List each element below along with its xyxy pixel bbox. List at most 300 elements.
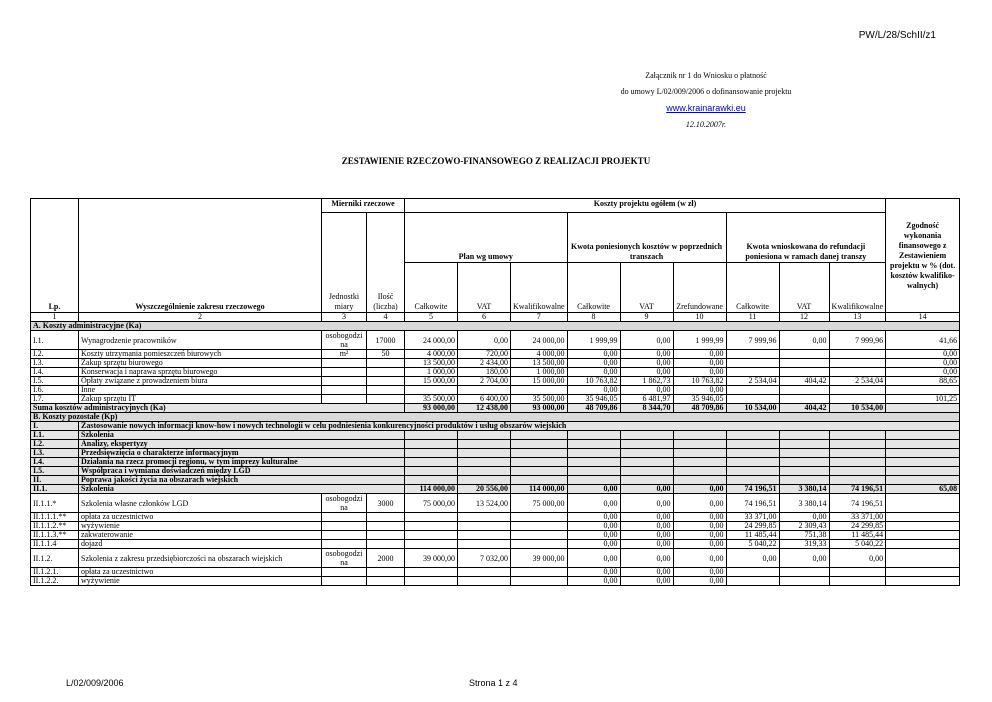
row-quantity: 3000	[367, 494, 405, 513]
row-quantity: 2000	[367, 549, 405, 568]
row-value-c11	[726, 350, 779, 359]
row-value-c8: 0,00	[567, 522, 620, 531]
row-value-c11: 7 999,96	[726, 331, 779, 350]
row-lp: II.1.1.4	[31, 540, 79, 549]
row-value-c10: 0,00	[673, 494, 726, 513]
header-zgodnosc: Zgodność wykonania finansowego z Zestawieniem projektu w % (dot. kosztów kwalifiko-walnych)	[886, 199, 960, 313]
section-title: A. Koszty administracyjne (Ka)	[31, 322, 960, 331]
column-numbers-row	[31, 313, 960, 322]
row-value-c13: 24 299,85	[829, 522, 886, 531]
empty-cell	[886, 458, 960, 467]
empty-cell	[726, 440, 779, 449]
row-quantity: 50	[367, 350, 405, 359]
header-kwalifikowalne-7: Kwalifikowalne	[511, 263, 568, 313]
sum-value-c6: 12 438,00	[458, 404, 511, 413]
empty-cell	[726, 476, 779, 485]
column-number: 13	[829, 313, 886, 322]
row-value-c12: 2 309,43	[779, 522, 829, 531]
row-value-c7	[511, 522, 568, 531]
column-number: 9	[620, 313, 673, 322]
row-value-c9: 0,00	[620, 331, 673, 350]
empty-cell	[405, 449, 458, 458]
row-value-c7	[511, 513, 568, 522]
row-value-c14: 101,25	[886, 395, 960, 404]
row-value-c6	[458, 531, 511, 540]
column-number: 8	[567, 313, 620, 322]
row-value-c9: 0,00	[620, 494, 673, 513]
category-lp: I.1.	[31, 431, 79, 440]
row-value-c5: 1 000,00	[405, 368, 458, 377]
row-value-c5: 24 000,00	[405, 331, 458, 350]
row-lp: II.1.1.3.**	[31, 531, 79, 540]
empty-cell	[779, 458, 829, 467]
row-value-c13: 11 485,44	[829, 531, 886, 540]
row-value-c7	[511, 577, 568, 586]
row-value-c11	[726, 368, 779, 377]
category-lp: I.3.	[31, 449, 79, 458]
row-value-c9: 1 862,73	[620, 377, 673, 386]
column-number: 5	[405, 313, 458, 322]
category-row	[31, 458, 960, 467]
sum-value-c13: 10 534,00	[829, 404, 886, 413]
row-value-c6: 6 400,00	[458, 395, 511, 404]
sum-value-c10: 48 709,86	[673, 404, 726, 413]
row-quantity	[367, 377, 405, 386]
row-lp: II.1.2.2.	[31, 577, 79, 586]
empty-cell	[405, 440, 458, 449]
row-value-c12	[779, 386, 829, 395]
empty-cell	[829, 440, 886, 449]
row-value-c11: 11 485,44	[726, 531, 779, 540]
row-unit	[322, 531, 367, 540]
row-value-c14	[886, 513, 960, 522]
empty-cell	[673, 449, 726, 458]
row-value-c13: 0,00	[829, 549, 886, 568]
row-value-c12	[779, 577, 829, 586]
row-value-c10: 0,00	[673, 540, 726, 549]
row-value-c6	[458, 522, 511, 531]
row-unit	[322, 359, 367, 368]
row-value-c13	[829, 350, 886, 359]
table-row	[31, 577, 960, 586]
empty-cell	[567, 431, 620, 440]
row-name: Inne	[79, 386, 322, 395]
empty-cell	[779, 467, 829, 476]
row-value-c7	[511, 540, 568, 549]
table-body	[31, 313, 960, 586]
table-row	[31, 368, 960, 377]
row-value-c14: 0,00	[886, 350, 960, 359]
row-name: zakwaterowanie	[79, 531, 322, 540]
row-value-c9: 0,00	[620, 359, 673, 368]
header-wnioskowana: Kwota wnioskowana do refundacji poniesiona w ramach danej transzy	[726, 213, 886, 263]
row-value-c10: 0,00	[673, 359, 726, 368]
empty-cell	[405, 467, 458, 476]
row-name: wyżywienie	[79, 522, 322, 531]
row-value-c12: 0,00	[779, 331, 829, 350]
row-quantity	[367, 395, 405, 404]
row-value-c6	[458, 577, 511, 586]
row-value-c8: 0,00	[567, 494, 620, 513]
sum-value-c12: 404,42	[779, 404, 829, 413]
row-value-c5: 15 000,00	[405, 377, 458, 386]
category-row	[31, 422, 960, 431]
row-value-c5	[405, 513, 458, 522]
column-number: 3	[322, 313, 367, 322]
empty-cell	[620, 449, 673, 458]
row-value-c7: 13 500,00	[511, 359, 568, 368]
row-name: Opłaty związane z prowadzeniem biura	[79, 377, 322, 386]
row-unit	[322, 568, 367, 577]
table-row	[31, 331, 960, 350]
row-value-c9: 6 481,97	[620, 395, 673, 404]
empty-cell	[886, 431, 960, 440]
category-value-c8: 0,00	[567, 485, 620, 494]
row-unit	[322, 395, 367, 404]
row-value-c9: 0,00	[620, 568, 673, 577]
header-jednostki: Jednostki miary	[322, 213, 367, 313]
empty-cell	[779, 449, 829, 458]
empty-cell	[886, 467, 960, 476]
table-row	[31, 359, 960, 368]
row-value-c9: 0,00	[620, 577, 673, 586]
empty-cell	[458, 431, 511, 440]
row-value-c14	[886, 549, 960, 568]
category-lp: I.5.	[31, 467, 79, 476]
row-value-c9: 0,00	[620, 549, 673, 568]
row-value-c10: 0,00	[673, 568, 726, 577]
row-value-c7: 24 000,00	[511, 331, 568, 350]
row-value-c11: 33 371,00	[726, 513, 779, 522]
column-number: 1	[31, 313, 79, 322]
row-value-c5: 75 000,00	[405, 494, 458, 513]
row-lp: II.1.2.1.	[31, 568, 79, 577]
empty-cell	[511, 431, 568, 440]
sum-value-c7: 93 000,00	[511, 404, 568, 413]
empty-cell	[829, 458, 886, 467]
header-vat-6: VAT	[458, 263, 511, 313]
category-name: Szkolenia	[79, 485, 405, 494]
row-value-c10: 0,00	[673, 513, 726, 522]
row-value-c14: 0,00	[886, 359, 960, 368]
header-poprzednie: Kwota poniesionych kosztów w poprzednich transzach	[567, 213, 726, 263]
empty-cell	[511, 440, 568, 449]
column-number: 14	[886, 313, 960, 322]
document-date: 12.10.2007r.	[685, 120, 727, 129]
row-value-c6	[458, 386, 511, 395]
empty-cell	[829, 449, 886, 458]
row-value-c13: 7 999,96	[829, 331, 886, 350]
header-koszty: Koszty projektu ogółem (w zł)	[405, 199, 886, 213]
row-value-c12	[779, 350, 829, 359]
row-lp: I.5.	[31, 377, 79, 386]
row-value-c7: 15 000,00	[511, 377, 568, 386]
empty-cell	[620, 458, 673, 467]
category-value-c13: 74 196,51	[829, 485, 886, 494]
row-value-c7: 75 000,00	[511, 494, 568, 513]
header-zakres: Wyszczególnienie zakresu rzeczowego	[79, 199, 322, 313]
row-value-c11	[726, 568, 779, 577]
category-value-c14: 65,08	[886, 485, 960, 494]
row-name: Koszty utrzymania pomieszczeń biurowych	[79, 350, 322, 359]
empty-cell	[829, 476, 886, 485]
row-lp: II.1.1.*	[31, 494, 79, 513]
row-value-c6: 7 032,00	[458, 549, 511, 568]
empty-cell	[405, 476, 458, 485]
row-value-c5	[405, 577, 458, 586]
row-value-c13	[829, 368, 886, 377]
column-number: 6	[458, 313, 511, 322]
empty-cell	[567, 467, 620, 476]
row-value-c11: 5 040,22	[726, 540, 779, 549]
empty-cell	[673, 440, 726, 449]
row-value-c11: 0,00	[726, 549, 779, 568]
row-name: Zakup sprzętu IT	[79, 395, 322, 404]
row-value-c5: 35 500,00	[405, 395, 458, 404]
row-value-c5: 39 000,00	[405, 549, 458, 568]
category-lp: I.4.	[31, 458, 79, 467]
row-value-c10: 35 946,05	[673, 395, 726, 404]
table-row	[31, 494, 960, 513]
category-lp: I.2.	[31, 440, 79, 449]
row-quantity	[367, 531, 405, 540]
category-value-c12: 3 380,14	[779, 485, 829, 494]
category-value-c10: 0,00	[673, 485, 726, 494]
row-value-c12: 751,38	[779, 531, 829, 540]
empty-cell	[726, 467, 779, 476]
row-value-c11: 74 196,51	[726, 494, 779, 513]
row-quantity	[367, 359, 405, 368]
row-value-c12: 0,00	[779, 513, 829, 522]
row-unit	[322, 386, 367, 395]
column-number: 4	[367, 313, 405, 322]
category-value-c9: 0,00	[620, 485, 673, 494]
row-quantity	[367, 522, 405, 531]
row-value-c9: 0,00	[620, 540, 673, 549]
table-row	[31, 386, 960, 395]
row-value-c6	[458, 540, 511, 549]
row-value-c5	[405, 522, 458, 531]
row-value-c13: 74 196,51	[829, 494, 886, 513]
row-value-c6	[458, 513, 511, 522]
row-name: Wynagrodzenie pracowników	[79, 331, 322, 350]
empty-cell	[829, 431, 886, 440]
row-lp: I.4.	[31, 368, 79, 377]
row-lp: I.3.	[31, 359, 79, 368]
empty-cell	[726, 449, 779, 458]
empty-cell	[886, 476, 960, 485]
empty-cell	[458, 476, 511, 485]
header-vat-12: VAT	[779, 263, 829, 313]
header-calkowite-8: Całkowite	[567, 263, 620, 313]
row-name: Konserwacja i naprawa sprzętu biurowego	[79, 368, 322, 377]
row-value-c14	[886, 577, 960, 586]
table-row	[31, 395, 960, 404]
section-row	[31, 413, 960, 422]
empty-cell	[779, 476, 829, 485]
category-value-c5: 114 000,00	[405, 485, 458, 494]
row-value-c7	[511, 531, 568, 540]
row-value-c9: 0,00	[620, 522, 673, 531]
row-unit	[322, 540, 367, 549]
row-value-c9: 0,00	[620, 350, 673, 359]
row-quantity: 17000	[367, 331, 405, 350]
row-value-c8: 0,00	[567, 531, 620, 540]
row-value-c8: 0,00	[567, 513, 620, 522]
row-value-c14: 88,65	[886, 377, 960, 386]
row-name: Szkolenia własne członków LGD	[79, 494, 322, 513]
row-value-c7: 1 000,00	[511, 368, 568, 377]
category-row	[31, 476, 960, 485]
category-lp: I.	[31, 422, 79, 431]
row-value-c13	[829, 568, 886, 577]
row-name: opłata za uczestnictwo	[79, 513, 322, 522]
row-value-c8: 0,00	[567, 350, 620, 359]
row-value-c14	[886, 531, 960, 540]
row-unit: osobogodzina	[322, 549, 367, 568]
document-title: ZESTAWIENIE RZECZOWO-FINANSOWEGO Z REALIZACJI PROJEKTU	[341, 156, 651, 166]
empty-cell	[673, 458, 726, 467]
empty-cell	[829, 467, 886, 476]
row-value-c12: 0,00	[779, 549, 829, 568]
category-name: Analizy, ekspertyzy	[79, 440, 405, 449]
row-value-c14: 41,66	[886, 331, 960, 350]
category-name: Szkolenia	[79, 431, 405, 440]
header-zrefundowane-10: Zrefundowane	[673, 263, 726, 313]
category-name: Działania na rzecz promocji regionu, w tym imprezy kulturalne	[79, 458, 405, 467]
row-value-c8: 0,00	[567, 577, 620, 586]
row-value-c10: 0,00	[673, 549, 726, 568]
row-value-c6	[458, 568, 511, 577]
row-lp: II.1.2.	[31, 549, 79, 568]
row-value-c6: 2 434,00	[458, 359, 511, 368]
row-value-c6: 180,00	[458, 368, 511, 377]
row-quantity	[367, 368, 405, 377]
column-number: 10	[673, 313, 726, 322]
category-value-c11: 74 196,51	[726, 485, 779, 494]
row-value-c7	[511, 386, 568, 395]
empty-cell	[886, 449, 960, 458]
row-value-c7	[511, 568, 568, 577]
empty-cell	[886, 404, 960, 413]
row-unit	[322, 513, 367, 522]
sum-label: Suma kosztów administracyjnych (Ka)	[31, 404, 405, 413]
category-row	[31, 440, 960, 449]
row-value-c5: 4 000,00	[405, 350, 458, 359]
row-quantity	[367, 386, 405, 395]
empty-cell	[567, 458, 620, 467]
empty-cell	[620, 440, 673, 449]
empty-cell	[405, 431, 458, 440]
column-number: 11	[726, 313, 779, 322]
sum-row	[31, 404, 960, 413]
row-value-c8: 0,00	[567, 549, 620, 568]
row-unit	[322, 522, 367, 531]
category-name: Poprawa jakości życia na obszarach wiejskich	[79, 476, 405, 485]
row-lp: I.2.	[31, 350, 79, 359]
row-value-c10: 10 763,82	[673, 377, 726, 386]
empty-cell	[458, 467, 511, 476]
row-value-c14	[886, 522, 960, 531]
row-value-c11	[726, 359, 779, 368]
category-value-c6: 20 556,00	[458, 485, 511, 494]
row-value-c7: 35 500,00	[511, 395, 568, 404]
table-row	[31, 522, 960, 531]
sum-value-c5: 93 000,00	[405, 404, 458, 413]
empty-cell	[511, 476, 568, 485]
empty-cell	[726, 458, 779, 467]
row-value-c13	[829, 395, 886, 404]
row-quantity	[367, 513, 405, 522]
category-lp: II.	[31, 476, 79, 485]
row-value-c5	[405, 386, 458, 395]
row-value-c12: 319,33	[779, 540, 829, 549]
row-value-c11: 2 534,04	[726, 377, 779, 386]
row-value-c9: 0,00	[620, 368, 673, 377]
column-number: 12	[779, 313, 829, 322]
row-value-c13: 5 040,22	[829, 540, 886, 549]
row-value-c8: 0,00	[567, 386, 620, 395]
empty-cell	[511, 467, 568, 476]
attachment-header	[0, 68, 992, 133]
category-row	[31, 431, 960, 440]
row-quantity	[367, 540, 405, 549]
empty-cell	[511, 458, 568, 467]
row-value-c10: 0,00	[673, 577, 726, 586]
row-value-c13	[829, 577, 886, 586]
row-value-c11: 24 299,85	[726, 522, 779, 531]
row-value-c11	[726, 577, 779, 586]
empty-cell	[620, 467, 673, 476]
row-lp: I.7.	[31, 395, 79, 404]
row-value-c5	[405, 531, 458, 540]
row-lp: I.6.	[31, 386, 79, 395]
footer-page-number: Strona 1 z 4	[469, 678, 518, 688]
row-value-c13	[829, 359, 886, 368]
row-value-c12: 3 380,14	[779, 494, 829, 513]
header-ilosc: Ilość (liczba)	[367, 213, 405, 313]
table-header	[31, 199, 960, 313]
sum-value-c11: 10 534,00	[726, 404, 779, 413]
row-value-c7: 39 000,00	[511, 549, 568, 568]
table-row	[31, 350, 960, 359]
table-row	[31, 377, 960, 386]
category-name: Przedsięwzięcia o charakterze informacyjnym	[79, 449, 405, 458]
column-number: 7	[511, 313, 568, 322]
category-row	[31, 449, 960, 458]
category-lp: II.1.	[31, 485, 79, 494]
table-row	[31, 513, 960, 522]
row-value-c12	[779, 568, 829, 577]
empty-cell	[726, 431, 779, 440]
row-value-c11	[726, 395, 779, 404]
row-unit: m²	[322, 350, 367, 359]
category-value-c7: 114 000,00	[511, 485, 568, 494]
row-value-c5	[405, 540, 458, 549]
row-value-c6: 2 704,00	[458, 377, 511, 386]
row-value-c8: 35 946,05	[567, 395, 620, 404]
row-value-c12	[779, 395, 829, 404]
row-value-c8: 10 763,82	[567, 377, 620, 386]
row-value-c6: 720,00	[458, 350, 511, 359]
row-value-c8: 0,00	[567, 359, 620, 368]
financial-table	[30, 198, 960, 586]
empty-cell	[458, 449, 511, 458]
empty-cell	[567, 449, 620, 458]
website-link[interactable]: www.krainarawki.eu	[666, 103, 746, 113]
row-lp: II.1.1.1.**	[31, 513, 79, 522]
row-value-c10: 0,00	[673, 368, 726, 377]
